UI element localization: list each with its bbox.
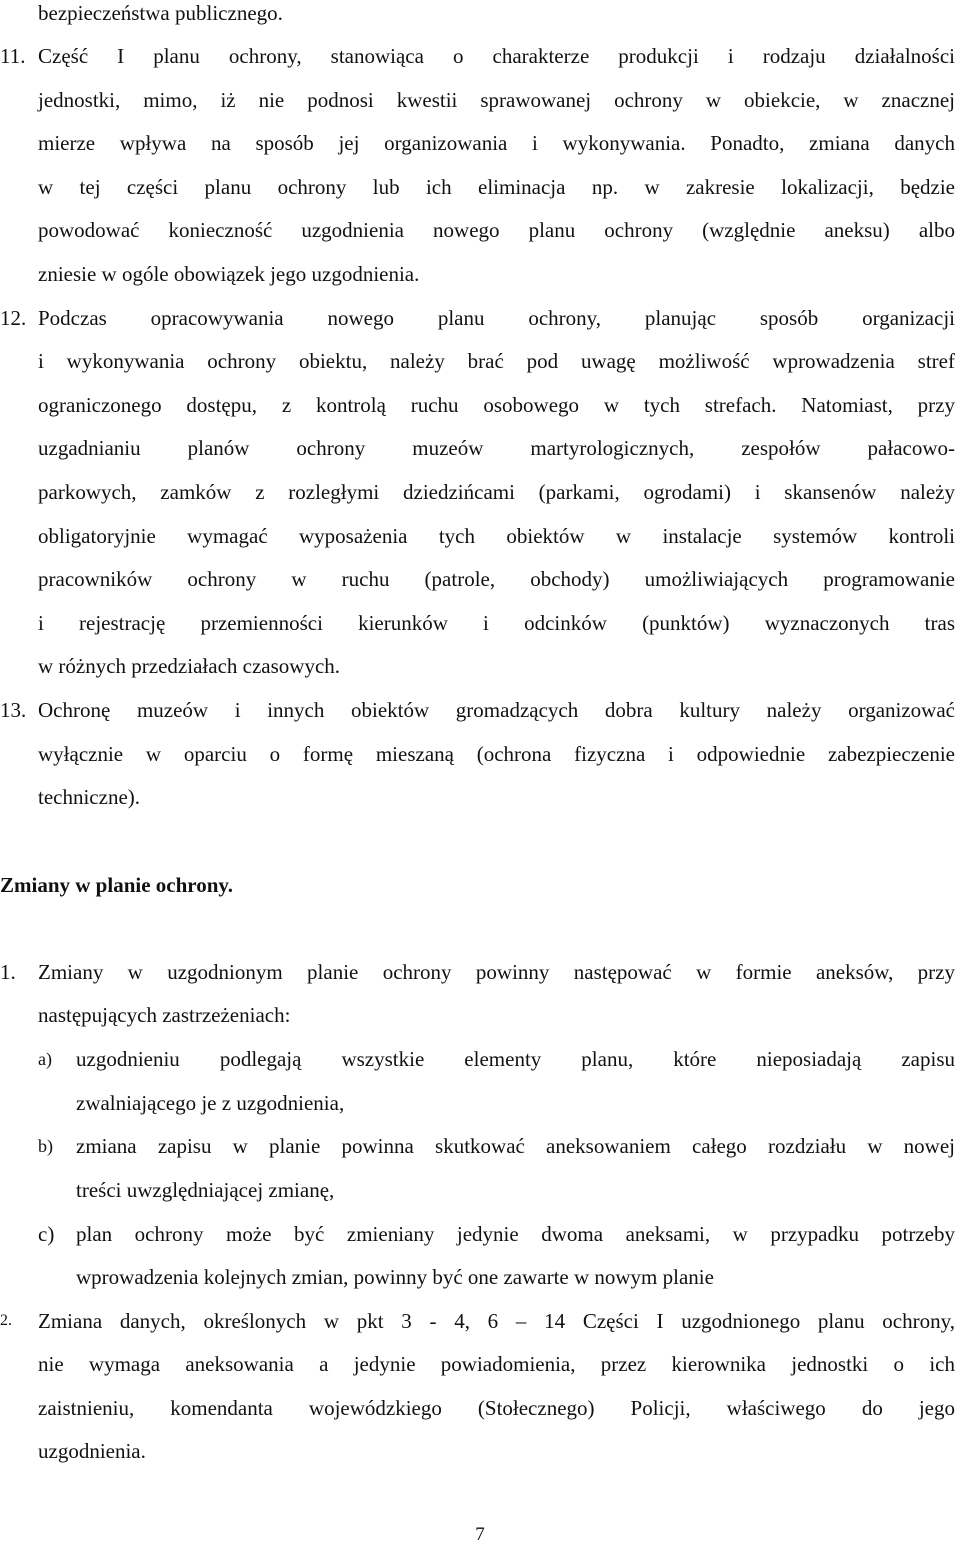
change-line: Zmiany w uzgodnionym planie ochrony powinny następować w formie aneksów, przy — [38, 960, 955, 984]
subitem-letter: b) — [38, 1136, 53, 1156]
item-line: mierze wpływa na sposób jej organizowania i wykonywania. Ponadto, zmiana danych — [38, 131, 955, 155]
change-line: Zmiana danych, określonych w pkt 3 - 4, 6 – 14 Części I uzgodnionego planu ochrony, — [38, 1309, 955, 1333]
subitem-letter: c) — [38, 1222, 55, 1246]
subitem-line: uzgodnieniu podlegają wszystkie elementy planu, które nieposiadają zapisu — [76, 1047, 955, 1071]
change-line: zaistnieniu, komendanta wojewódzkiego (Stołecznego) Policji, właściwego do jego — [38, 1396, 955, 1420]
subitem-line: zwalniającego je z uzgodnienia, — [76, 1091, 345, 1115]
item-line: Ochronę muzeów i innych obiektów gromadzących dobra kultury należy organizować — [38, 698, 955, 722]
item-line: Podczas opracowywania nowego planu ochrony, planując sposób organizacji — [38, 306, 955, 330]
item-line: parkowych, zamków z rozległymi dziedzińcami (parkami, ogrodami) i skansenów należy — [38, 480, 955, 504]
item-line: jednostki, mimo, iż nie podnosi kwestii sprawowanej ochrony w obiekcie, w znacznej — [38, 88, 955, 112]
page-number: 7 — [475, 1524, 485, 1545]
change-line: uzgodnienia. — [38, 1439, 146, 1463]
item-line: w różnych przedziałach czasowych. — [38, 654, 341, 678]
item-line: obligatoryjnie wymagać wyposażenia tych obiektów w instalacje systemów kontroli — [38, 524, 955, 548]
change-line: następujących zastrzeżeniach: — [38, 1003, 291, 1027]
subitem-letter: a) — [38, 1049, 52, 1069]
change-line: nie wymaga aneksowania a jedynie powiadomienia, przez kierownika jednostki o ich — [38, 1352, 955, 1376]
item-line: techniczne). — [38, 785, 141, 809]
subitem-line: plan ochrony może być zmieniany jedynie dwoma aneksami, w przypadku potrzeby — [76, 1222, 955, 1246]
paragraph-continuation: bezpieczeństwa publicznego. — [38, 1, 283, 25]
item-line: w tej części planu ochrony lub ich eliminacja np. w zakresie lokalizacji, będzie — [38, 175, 955, 199]
item-line: i rejestrację przemienności kierunków i odcinków (punktów) wyznaczonych tras — [38, 611, 955, 635]
item-line: wyłącznie w oparciu o formę mieszaną (ochrona fizyczna i odpowiednie zabezpieczenie — [38, 742, 955, 766]
subitem-line: treści uwzględniającej zmianę, — [76, 1178, 335, 1202]
item-line: ograniczonego dostępu, z kontrolą ruchu osobowego w tych strefach. Natomiast, przy — [38, 393, 955, 417]
item-line: zniesie w ogóle obowiązek jego uzgodnienia. — [38, 262, 420, 286]
item-line: pracowników ochrony w ruchu (patrole, obchody) umożliwiających programowanie — [38, 567, 955, 591]
subitem-line: wprowadzenia kolejnych zmian, powinny być one zawarte w nowym planie — [76, 1265, 714, 1289]
item-line: powodować konieczność uzgodnienia nowego planu ochrony (względnie aneksu) albo — [38, 218, 955, 242]
item-line: i wykonywania ochrony obiektu, należy brać pod uwagę możliwość wprowadzenia stref — [38, 349, 955, 373]
change-number: 1. — [0, 960, 16, 984]
item-line: Część I planu ochrony, stanowiąca o charakterze produkcji i rodzaju działalności — [38, 44, 955, 68]
item-line: uzgadnianiu planów ochrony muzeów martyrologicznych, zespołów pałacowo- — [38, 436, 955, 460]
item-number: 13. — [0, 698, 27, 722]
section-heading: Zmiany w planie ochrony. — [0, 873, 233, 897]
item-number: 12. — [0, 306, 27, 330]
change-number: 2. — [0, 1312, 12, 1329]
item-number: 11. — [0, 44, 26, 68]
subitem-line: zmiana zapisu w planie powinna skutkować aneksowaniem całego rozdziału w nowej — [76, 1134, 955, 1158]
